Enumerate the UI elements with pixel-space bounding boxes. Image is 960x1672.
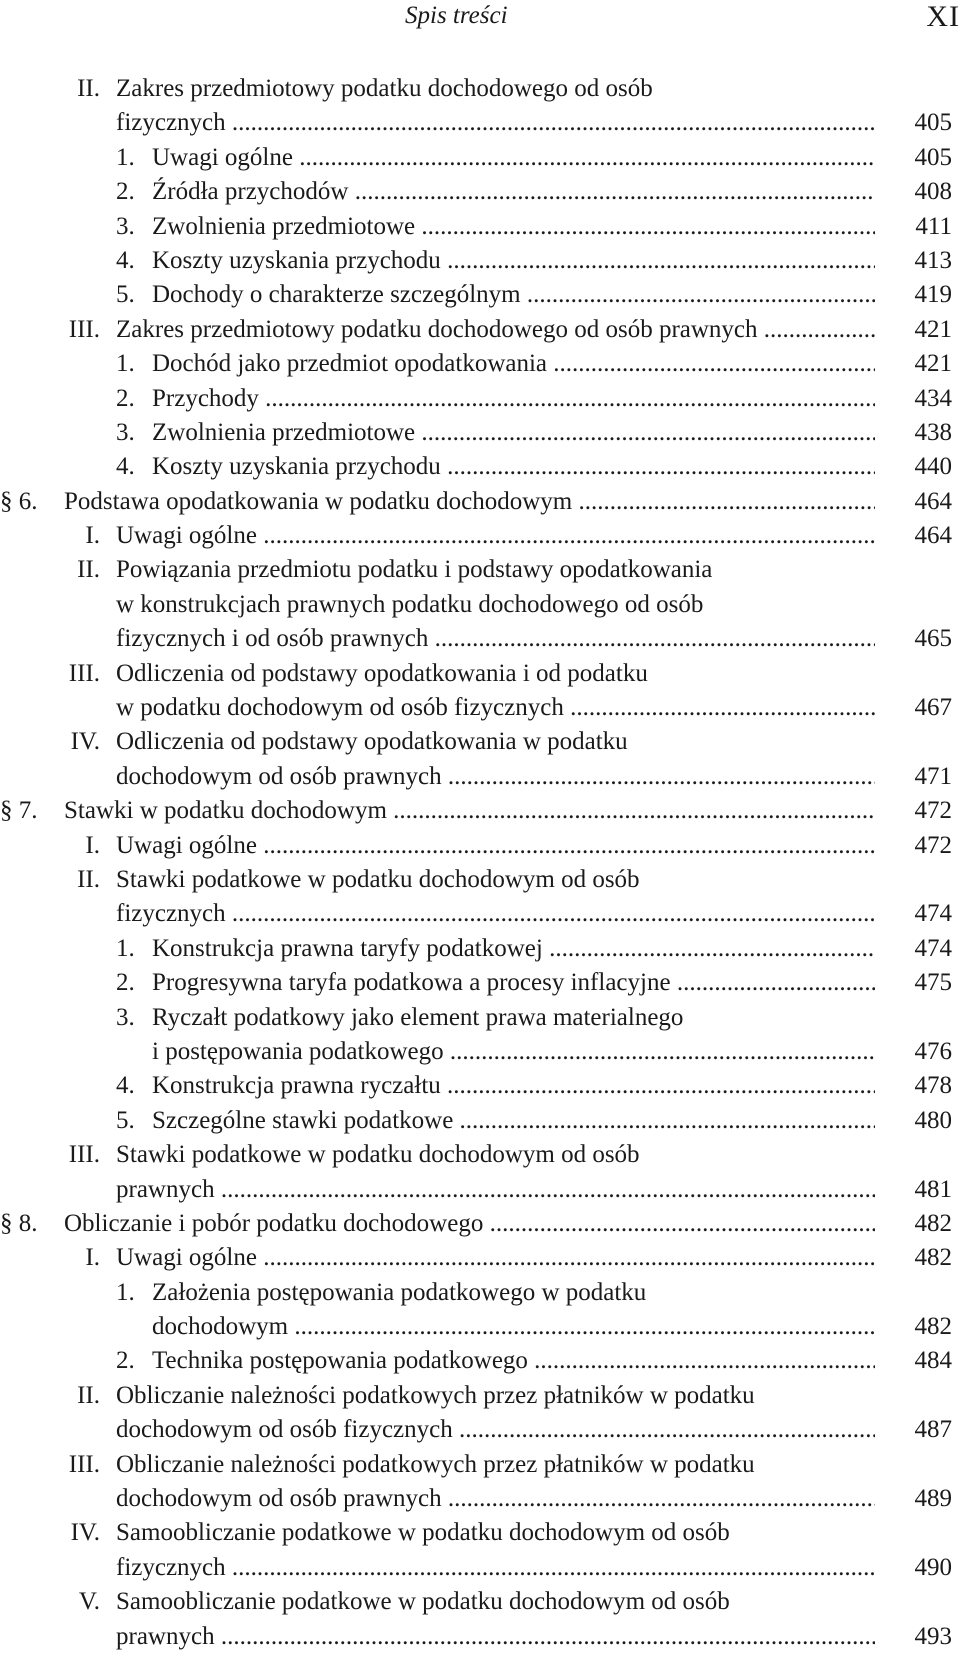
entry-number: 2. bbox=[116, 384, 135, 412]
entry-number: 3. bbox=[116, 212, 135, 240]
entry-number: § 8. bbox=[0, 1209, 38, 1237]
page-number-roman: XI bbox=[926, 0, 960, 33]
entry-number: I. bbox=[85, 831, 100, 859]
entry-number: III. bbox=[68, 1141, 100, 1169]
entry-number: 2. bbox=[116, 969, 135, 997]
entry-title: prawnych ..... bbox=[116, 1173, 875, 1207]
toc-line bbox=[0, 1069, 960, 1103]
entry-title: prawnych ..... bbox=[116, 1620, 875, 1654]
entry-title: Stawki podatkowe w podatku dochodowym od osób bbox=[116, 865, 640, 893]
toc-line bbox=[0, 829, 960, 863]
entry-title: Technika postępowania podatkowego ..... bbox=[152, 1344, 875, 1378]
entry-title: Zwolnienia przedmiotowe ..... bbox=[152, 210, 875, 244]
toc-entry bbox=[0, 1001, 960, 1070]
entry-title: fizycznych ..... bbox=[116, 1551, 875, 1585]
entry-number: 5. bbox=[116, 281, 135, 309]
toc-line bbox=[0, 1138, 960, 1172]
entry-page-number: 478 bbox=[914, 1072, 952, 1100]
entry-number: § 7. bbox=[0, 797, 38, 825]
entry-title: i postępowania podatkowego ..... bbox=[152, 1035, 875, 1069]
toc-line bbox=[0, 1482, 960, 1516]
entry-title: Zakres przedmiotowy podatku dochodowego od osób prawnych ..... bbox=[116, 313, 875, 347]
entry-number: II. bbox=[77, 1381, 100, 1409]
entry-title: Konstrukcja prawna ryczałtu ..... bbox=[152, 1069, 875, 1103]
toc-line bbox=[0, 278, 960, 312]
toc-line bbox=[0, 175, 960, 209]
entry-title: Obliczanie należności podatkowych przez płatników w podatku bbox=[116, 1450, 755, 1478]
entry-title: Ryczałt podatkowy jako element prawa materialnego bbox=[152, 1003, 684, 1031]
entry-title: Uwagi ogólne ..... bbox=[152, 141, 875, 175]
toc-entry bbox=[0, 1344, 960, 1378]
toc-line bbox=[0, 1001, 960, 1035]
entry-number: 2. bbox=[116, 178, 135, 206]
entry-number: 4. bbox=[116, 246, 135, 274]
entry-title: Dochód jako przedmiot opodatkowania ..... bbox=[152, 347, 875, 381]
entry-title: Stawki w podatku dochodowym ..... bbox=[64, 794, 875, 828]
entry-page-number: 490 bbox=[914, 1553, 952, 1581]
entry-title: Konstrukcja prawna taryfy podatkowej ..... bbox=[152, 932, 875, 966]
entry-number: 4. bbox=[116, 1072, 135, 1100]
toc-line bbox=[0, 657, 960, 691]
toc-line bbox=[0, 691, 960, 725]
entry-page-number: 438 bbox=[914, 418, 952, 446]
toc-line bbox=[0, 1276, 960, 1310]
entry-number: 1. bbox=[116, 143, 135, 171]
entry-number: 3. bbox=[116, 418, 135, 446]
toc-line bbox=[0, 1173, 960, 1207]
toc-line bbox=[0, 1310, 960, 1344]
entry-number: IV. bbox=[70, 1519, 100, 1547]
entry-page-number: 471 bbox=[914, 762, 952, 790]
toc-line bbox=[0, 760, 960, 794]
toc-line bbox=[0, 382, 960, 416]
entry-number: I. bbox=[85, 1244, 100, 1272]
toc-line bbox=[0, 1551, 960, 1585]
toc-entry bbox=[0, 1069, 960, 1103]
entry-page-number: 467 bbox=[914, 694, 952, 722]
toc-line bbox=[0, 622, 960, 656]
toc-entry bbox=[0, 210, 960, 244]
toc-line bbox=[0, 863, 960, 897]
entry-page-number: 482 bbox=[914, 1209, 952, 1237]
entry-title: Uwagi ogólne ..... bbox=[116, 519, 875, 553]
entry-page-number: 405 bbox=[914, 109, 952, 137]
entry-page-number: 482 bbox=[914, 1313, 952, 1341]
toc-entry bbox=[0, 1379, 960, 1448]
entry-page-number: 419 bbox=[914, 281, 952, 309]
entry-page-number: 411 bbox=[915, 212, 952, 240]
entry-title: dochodowym od osób fizycznych ..... bbox=[116, 1413, 875, 1447]
toc-entry bbox=[0, 932, 960, 966]
toc-line bbox=[0, 72, 960, 106]
toc-line bbox=[0, 1516, 960, 1550]
entry-page-number: 476 bbox=[914, 1037, 952, 1065]
entry-page-number: 474 bbox=[914, 934, 952, 962]
entry-title: fizycznych ..... bbox=[116, 106, 875, 140]
toc-line bbox=[0, 1620, 960, 1654]
entry-page-number: 421 bbox=[914, 315, 952, 343]
entry-title: Powiązania przedmiotu podatku i podstawy opodatkowania bbox=[116, 556, 713, 584]
entry-title: Szczególne stawki podatkowe ..... bbox=[152, 1104, 875, 1138]
toc-entry bbox=[0, 485, 960, 519]
entry-page-number: 465 bbox=[914, 625, 952, 653]
entry-page-number: 421 bbox=[914, 350, 952, 378]
table-of-contents bbox=[0, 72, 960, 1654]
entry-title: dochodowym od osób prawnych ..... bbox=[116, 760, 875, 794]
toc-line bbox=[0, 106, 960, 140]
entry-title: Samoobliczanie podatkowe w podatku dochodowym od osób bbox=[116, 1588, 730, 1616]
toc-line bbox=[0, 1585, 960, 1619]
entry-title: Koszty uzyskania przychodu ..... bbox=[152, 244, 875, 278]
toc-entry bbox=[0, 416, 960, 450]
entry-page-number: 487 bbox=[914, 1416, 952, 1444]
toc-line bbox=[0, 1104, 960, 1138]
toc-line bbox=[0, 416, 960, 450]
entry-title: Odliczenia od podstawy opodatkowania i od podatku bbox=[116, 659, 648, 687]
entry-number: III. bbox=[68, 659, 100, 687]
entry-title: Założenia postępowania podatkowego w podatku bbox=[152, 1278, 647, 1306]
entry-page-number: 475 bbox=[914, 969, 952, 997]
entry-page-number: 484 bbox=[914, 1347, 952, 1375]
toc-entry bbox=[0, 313, 960, 347]
toc-entry bbox=[0, 72, 960, 141]
toc-line bbox=[0, 485, 960, 519]
entry-number: V. bbox=[78, 1588, 100, 1616]
entry-title: fizycznych i od osób prawnych ..... bbox=[116, 622, 875, 656]
running-title: Spis treści bbox=[405, 2, 508, 29]
entry-page-number: 474 bbox=[914, 900, 952, 928]
toc-entry bbox=[0, 1138, 960, 1207]
toc-entry bbox=[0, 863, 960, 932]
entry-title: dochodowym ..... bbox=[152, 1310, 875, 1344]
toc-line bbox=[0, 244, 960, 278]
entry-number: 1. bbox=[116, 934, 135, 962]
toc-entry bbox=[0, 966, 960, 1000]
toc-line bbox=[0, 210, 960, 244]
entry-number: II. bbox=[77, 75, 100, 102]
entry-number: 3. bbox=[116, 1003, 135, 1031]
entry-page-number: 434 bbox=[914, 384, 952, 412]
toc-line bbox=[0, 1379, 960, 1413]
toc-line bbox=[0, 1035, 960, 1069]
entry-number: II. bbox=[77, 865, 100, 893]
entry-page-number: 413 bbox=[914, 246, 952, 274]
toc-entry bbox=[0, 1585, 960, 1654]
entry-page-number: 472 bbox=[914, 797, 952, 825]
toc-entry bbox=[0, 1104, 960, 1138]
entry-title: Przychody ..... bbox=[152, 382, 875, 416]
entry-title: Dochody o charakterze szczególnym ..... bbox=[152, 278, 875, 312]
entry-page-number: 480 bbox=[914, 1106, 952, 1134]
entry-number: II. bbox=[77, 556, 100, 584]
toc-entry bbox=[0, 175, 960, 209]
toc-entry bbox=[0, 657, 960, 726]
toc-line bbox=[0, 1241, 960, 1275]
toc-entry bbox=[0, 1516, 960, 1585]
entry-number: 1. bbox=[116, 350, 135, 378]
entry-title: Podstawa opodatkowania w podatku dochodowym ..... bbox=[64, 485, 875, 519]
entry-number: 1. bbox=[116, 1278, 135, 1306]
entry-title: w podatku dochodowym od osób fizycznych ..... bbox=[116, 691, 875, 725]
entry-number: I. bbox=[85, 522, 100, 550]
entry-title: fizycznych ..... bbox=[116, 897, 875, 931]
entry-page-number: 493 bbox=[914, 1622, 952, 1650]
toc-entry bbox=[0, 829, 960, 863]
toc-line bbox=[0, 519, 960, 553]
entry-title: Samoobliczanie podatkowe w podatku dochodowym od osób bbox=[116, 1519, 730, 1547]
entry-page-number: 440 bbox=[914, 453, 952, 481]
toc-line bbox=[0, 897, 960, 931]
entry-number: 5. bbox=[116, 1106, 135, 1134]
toc-entry bbox=[0, 1448, 960, 1517]
entry-title: Odliczenia od podstawy opodatkowania w podatku bbox=[116, 728, 628, 756]
entry-title: Uwagi ogólne ..... bbox=[116, 1241, 875, 1275]
toc-line bbox=[0, 966, 960, 1000]
toc-entry bbox=[0, 1207, 960, 1241]
entry-title: Progresywna taryfa podatkowa a procesy inflacyjne ..... bbox=[152, 966, 875, 1000]
toc-entry bbox=[0, 244, 960, 278]
entry-page-number: 405 bbox=[914, 143, 952, 171]
entry-page-number: 464 bbox=[914, 522, 952, 550]
entry-number: III. bbox=[68, 315, 100, 343]
entry-page-number: 489 bbox=[914, 1485, 952, 1513]
entry-number: 4. bbox=[116, 453, 135, 481]
entry-number: IV. bbox=[70, 728, 100, 756]
entry-title: Obliczanie i pobór podatku dochodowego ..... bbox=[64, 1207, 875, 1241]
entry-page-number: 408 bbox=[914, 178, 952, 206]
toc-line bbox=[0, 1413, 960, 1447]
entry-title: Zwolnienia przedmiotowe ..... bbox=[152, 416, 875, 450]
entry-page-number: 472 bbox=[914, 831, 952, 859]
toc-entry bbox=[0, 519, 960, 553]
entry-title: Zakres przedmiotowy podatku dochodowego od osób bbox=[116, 75, 653, 102]
toc-line bbox=[0, 347, 960, 381]
toc-line bbox=[0, 588, 960, 622]
toc-entry bbox=[0, 347, 960, 381]
toc-line bbox=[0, 1448, 960, 1482]
toc-entry bbox=[0, 794, 960, 828]
entry-title: Uwagi ogólne ..... bbox=[116, 829, 875, 863]
entry-title: Stawki podatkowe w podatku dochodowym od osób bbox=[116, 1141, 640, 1169]
entry-page-number: 481 bbox=[914, 1175, 952, 1203]
toc-line bbox=[0, 313, 960, 347]
toc-line bbox=[0, 553, 960, 587]
toc-line bbox=[0, 932, 960, 966]
toc-line bbox=[0, 725, 960, 759]
entry-number: III. bbox=[68, 1450, 100, 1478]
entry-title: Źródła przychodów ..... bbox=[152, 175, 875, 209]
toc-entry bbox=[0, 1241, 960, 1275]
toc-entry bbox=[0, 382, 960, 416]
entry-title: w konstrukcjach prawnych podatku dochodowego od osób bbox=[116, 590, 704, 618]
entry-number: § 6. bbox=[0, 487, 38, 515]
entry-title: dochodowym od osób prawnych ..... bbox=[116, 1482, 875, 1516]
toc-line bbox=[0, 794, 960, 828]
entry-page-number: 464 bbox=[914, 487, 952, 515]
toc-entry bbox=[0, 725, 960, 794]
entry-page-number: 482 bbox=[914, 1244, 952, 1272]
entry-title: Koszty uzyskania przychodu ..... bbox=[152, 450, 875, 484]
toc-line bbox=[0, 141, 960, 175]
entry-title: Obliczanie należności podatkowych przez płatników w podatku bbox=[116, 1381, 755, 1409]
page-header bbox=[0, 0, 960, 34]
toc-entry bbox=[0, 278, 960, 312]
toc-line bbox=[0, 1344, 960, 1378]
toc-entry bbox=[0, 553, 960, 656]
toc-line bbox=[0, 450, 960, 484]
toc-entry bbox=[0, 1276, 960, 1345]
toc-line bbox=[0, 1207, 960, 1241]
toc-entry bbox=[0, 450, 960, 484]
entry-number: 2. bbox=[116, 1347, 135, 1375]
toc-entry bbox=[0, 141, 960, 175]
